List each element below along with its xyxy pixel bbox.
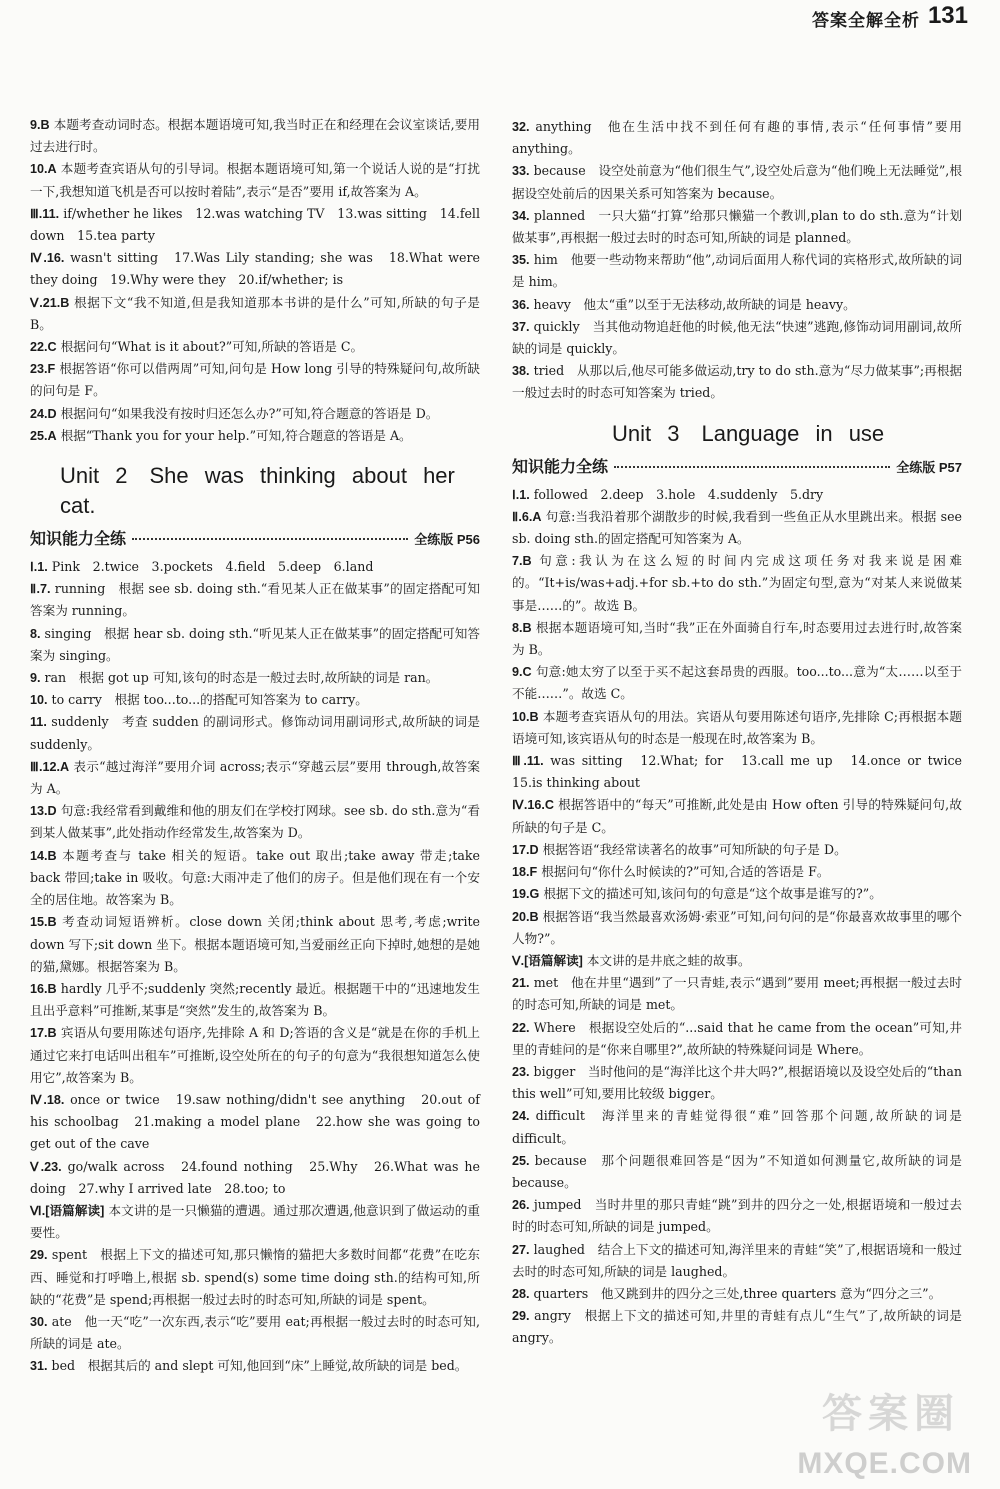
answer-item (30, 623, 480, 667)
answer-text: suddenly 考查 sudden 的副词形式。修饰动词用副词形式,故所缺的词是 suddenly。 (30, 714, 480, 752)
answer-item (30, 1355, 480, 1377)
answer-item (512, 1283, 962, 1305)
answer-text: 句意:她太穷了以至于买不起这套昂贵的西服。too...to...意为“太……以至于不能……”。故选 C。 (512, 664, 962, 702)
answer-number: 11. (30, 715, 47, 730)
unit2-section-ref: 全练版 P56 (414, 532, 480, 548)
answer-number: 38. (512, 364, 530, 379)
answer-text: 宾语从句要用陈述句语序,先排除 A 和 D;答语的含义是“就是在你的手机上通过它来打电话叫出租车”可推断,设空处所在的句子的句意为“我很想知道怎么使用它”,故答案为 B。 (30, 1025, 480, 1085)
answer-number: 33. (512, 164, 530, 179)
answer-number: 8. (30, 626, 41, 641)
answer-text: 根据答语中的“每天”可推断,此处是由 How often 引导的特殊疑问句,故所缺的句子是 C。 (512, 797, 962, 835)
answer-number: 22. (512, 1020, 530, 1035)
answer-item (30, 911, 480, 978)
answer-text: tried 从那以后,他尽可能多做运动,try to do sth.意为“尽力做某事”;再根据一般过去时的时态可知答案为 tried。 (512, 363, 962, 401)
answer-number: 13.D (30, 804, 57, 819)
answer-item (30, 403, 480, 425)
answer-item (512, 906, 962, 950)
answer-number: 16.B (30, 981, 57, 996)
unit3-answers (512, 484, 975, 1350)
answer-item (30, 667, 480, 689)
answer-number: 15.B (30, 915, 57, 930)
answer-text: 本题考查宾语从句的用法。宾语从句要用陈述句语序,先排除 C;再根据本题语境可知,该宾语从句的时态是一般现在时,故答案为 B。 (512, 708, 962, 746)
answer-item (30, 1244, 480, 1311)
answer-number: Ⅰ.1. (30, 560, 48, 575)
answer-number: 23.F (30, 362, 56, 377)
answer-number: 21. (512, 976, 530, 991)
answer-text: once or twice 19.saw nothing/didn't see anything 20.out of his schoolbag 21.making a model plane 22.how she was going to get out of the cave (30, 1091, 480, 1152)
answer-item (512, 1017, 962, 1061)
answer-item (512, 294, 962, 316)
answer-item (512, 972, 962, 1016)
answer-text: 本文讲的是井底之蛙的故事。 (586, 952, 751, 968)
answer-text: planned 一只大猫“打算”给那只懒猫一个教训,plan to do sth.意为“计划做某事”,再根据一般过去时的时态可知,所缺的词是 planned。 (512, 207, 962, 246)
answer-item (30, 1200, 480, 1244)
answer-number: 9.B (30, 118, 50, 132)
answer-number: 18.F (512, 865, 538, 880)
answer-text: 本文讲的是一只懒猫的遭遇。通过那次遭遇,他意识到了做运动的重要性。 (30, 1202, 480, 1241)
answer-number: Ⅳ.16.C (512, 798, 554, 813)
answer-item (512, 1194, 962, 1238)
answer-text: 本题考查动词时态。根据本题语境可知,我当时正在和经理在会议室谈话,要用过去进行时。 (30, 117, 480, 155)
answer-text: jumped 当时井里的那只青蛙“跳”到井的四分之一处,根据语境和一般过去时的时态可知,所缺的词是 jumped。 (512, 1197, 962, 1235)
answer-number: Ⅴ.[语篇解读] (512, 953, 583, 968)
unit3-section-ref: 全练版 P57 (896, 459, 962, 475)
answer-text: 根据问句“如果我没有按时归还怎么办?”可知,符合题意的答语是 D。 (60, 405, 439, 421)
answer-item (512, 205, 962, 249)
answer-number: 27. (512, 1242, 530, 1257)
answer-item (30, 800, 480, 844)
answer-item (30, 1311, 480, 1355)
answer-text: running 根据 see sb. doing sth.“看见某人正在做某事”的固定搭配可知答案为 running。 (30, 581, 481, 619)
answer-item (512, 1105, 962, 1149)
answer-text: because 那个问题很难回答是“因为”不知道如何测量它,故所缺的词是 because。 (512, 1152, 962, 1190)
answer-item (512, 249, 962, 293)
answer-number: 28. (512, 1286, 530, 1301)
answer-item (512, 950, 962, 972)
answer-number: Ⅳ.18. (30, 1092, 65, 1107)
header-title: 答案全解全析 (812, 11, 920, 31)
unit3-title: Unit 3 Language in use (612, 420, 885, 446)
answer-item (512, 360, 962, 404)
answer-text: angry 根据上下文的描述可知,井里的青蛙有点儿“生气”了,故所缺的词是 angry。 (512, 1308, 962, 1346)
answer-text: met 他在井里“遇到”了一只青蛙,表示“遇到”要用 meet;再根据一般过去时的时态可知,所缺的词是 met。 (512, 975, 962, 1013)
answer-text: 表示“越过海洋”要用介词 across;表示“穿越云层”要用 through,故答案为 A。 (30, 758, 480, 797)
answer-number: 17.D (512, 842, 539, 857)
answer-item (512, 1061, 962, 1105)
watermark-url: MXQE.COM (797, 1447, 972, 1480)
answer-text: quarters 他又跳到井的四分之三处,three quarters 意为“四分之三”。 (533, 1285, 942, 1301)
answer-text: because 设空处前意为“他们很生气”,设空处后意为“他们晚上无法睡觉”,根据设空处前后的因果关系可知答案为 because。 (512, 163, 962, 201)
answer-text: ate 他一天“吃”一次东西,表示“吃”要用 eat;再根据一般过去时的时态可知,所缺的词是 ate。 (30, 1313, 480, 1352)
answer-text: 根据下文“我不知道,但是我知道那本书讲的是什么”可知,所缺的句子是 B。 (30, 294, 480, 332)
answer-text: difficult 海洋里来的青蛙觉得很“难”回答那个问题,故所缺的词是 difficult。 (512, 1108, 962, 1146)
answer-number: 9.C (512, 665, 532, 680)
right-top-answers (512, 116, 962, 405)
answer-item (512, 617, 962, 661)
answer-number: 29. (30, 1248, 48, 1263)
answer-item (30, 689, 480, 711)
answer-number: 24. (512, 1109, 530, 1124)
answer-number: 7.B (512, 554, 532, 569)
answer-text: if/whether he likes 12.was watching TV 13.was sitting 14.fell down 15.tea party (30, 205, 480, 244)
answer-number: Ⅳ.16. (30, 251, 65, 266)
answer-item (30, 425, 480, 447)
answer-text: 根据答语“你可以借两周”可知,问句是 How long 引导的特殊疑问句,故所缺的问句是 F。 (30, 361, 480, 399)
unit3-section-name: 知识能力全练 (512, 456, 609, 476)
answer-item (512, 1239, 962, 1283)
answer-number: 19.G (512, 887, 540, 902)
answer-number: 31. (30, 1359, 48, 1374)
right-column (512, 116, 975, 1350)
unit2-answers (30, 556, 480, 1378)
answer-text: 本题考查宾语从句的引导词。根据本题语境可知,第一个说话人说的是“打扰一下,我想知道飞机是否可以按时着陆”,表示“是否”要用 if,故答案为 A。 (30, 161, 480, 199)
answer-item (512, 794, 962, 838)
answer-text: him 他要一些动物来帮助“他”,动词后面用人称代词的宾格形式,故所缺的词是 him。 (512, 252, 962, 290)
unit2-title: Unit 2 She was thinking about her cat. (60, 463, 455, 519)
answer-text: 句意:我经常看到戴维和他的朋友们在学校打网球。see sb. do sth.意为“看到某人做某事”,此处指动作经常发生,故答案为 D。 (30, 803, 480, 841)
answer-item (512, 661, 962, 705)
answer-number: 26. (512, 1198, 530, 1213)
answer-number: 10.B (512, 709, 539, 724)
answer-number: 36. (512, 297, 530, 312)
answer-number: Ⅲ.12.A (30, 759, 70, 774)
answer-item (30, 845, 480, 912)
answer-text: bed 根据其后的 and slept 可知,他回到“床”上睡觉,故所缺的词是 bed。 (51, 1358, 468, 1374)
answer-item (30, 756, 480, 800)
answer-text: go/walk across 24.found nothing 25.Why 26.What was he doing 27.why I arrived late 28.too; to (30, 1158, 480, 1196)
answer-text: Where 根据设空处后的“...said that he came from the ocean”可知,井里的青蛙问的是“你来自哪里?”,故所缺的特殊疑问词是 Where。 (512, 1019, 962, 1057)
answer-number: Ⅴ.23. (30, 1159, 62, 1174)
answer-item (30, 556, 480, 578)
answer-text: anything 他在生活中找不到任何有趣的事情,表示“任何事情”要用 anything。 (512, 119, 962, 157)
answer-text: heavy 他太“重”以至于无法移动,故所缺的词是 heavy。 (533, 296, 856, 312)
answer-item (30, 978, 480, 1022)
answer-number: 32. (512, 120, 530, 134)
answer-number: 35. (512, 253, 530, 268)
answer-text: ran 根据 got up 可知,该句的时态是一般过去时,故所缺的词是 ran。 (44, 670, 439, 686)
answer-item (30, 578, 480, 622)
answer-text: 根据答语“我经常读著名的故事”可知所缺的句子是 D。 (542, 841, 847, 857)
answer-item (30, 1022, 480, 1089)
page-header (0, 0, 1000, 40)
left-column (30, 114, 480, 1378)
page-number: 131 (927, 2, 968, 29)
answer-number: Ⅱ.7. (30, 582, 51, 597)
answer-item (512, 506, 962, 550)
unit3-section-bar (512, 455, 962, 480)
answer-text: spent 根据上下文的描述可知,那只懒惰的猫把大多数时间都“花费”在吃东西、睡觉和打呼噜上,根据 sb. spend(s) some time doing sth.的结构可知,所缺的“花费”是 spend;再根据一般过去时的时态可知,所缺的词是 spent。 (30, 1247, 480, 1307)
answer-number: 24.D (30, 406, 57, 421)
answer-text: laughed 结合上下文的描述可知,海洋里来的青蛙“笑”了,根据语境和一般过去时的时态可知,所缺的词是 laughed。 (512, 1241, 962, 1279)
unit2-section-bar (30, 527, 480, 552)
answer-number: 25.A (30, 428, 57, 443)
answer-item (30, 247, 480, 291)
answer-text: was sitting 12.What; for 13.call me up 14.once or twice 15.is thinking about (512, 753, 975, 791)
answer-item (512, 160, 962, 204)
section-leader-dots (132, 538, 408, 540)
answer-number: 23. (512, 1064, 530, 1079)
answer-number: 8.B (512, 620, 532, 635)
answer-text: bigger 当时他问的是“海洋比这个井大吗?”,根据语境以及设空处后的“than this well”可知,要用比较级 bigger。 (512, 1063, 962, 1102)
answer-text: followed 2.deep 3.hole 4.suddenly 5.dry (533, 486, 824, 502)
answer-number: 22.C (30, 340, 57, 355)
answer-number: Ⅲ.11. (512, 754, 544, 769)
answer-number: Ⅰ.1. (512, 487, 530, 502)
answer-text: 考查动词短语辨析。close down 关闭;think about 思考,考虑;write down 写下;sit down 坐下。根据本题语境可知,当爱丽丝正向下掉时,她想的是她的猫,黛娜。根据答案为 B。 (30, 914, 480, 974)
answer-text: 本题考查与 take 相关的短语。take out 取出;take away 带走;take back 带回;take in 吸收。句意:大雨冲走了他们的房子。但是他们现在有一个安全的居住地。故答案为 B。 (30, 847, 480, 908)
answer-number: Ⅴ.21.B (30, 295, 70, 310)
answer-text: 根据问句“What is it about?”可知,所缺的答语是 C。 (60, 339, 364, 355)
answer-number: 14.B (30, 848, 57, 863)
answer-text: 根据下文的描述可知,该问句的句意是“这个故事是谁写的?”。 (543, 886, 882, 902)
answer-item (512, 839, 962, 861)
answer-text: 根据“Thank you for your help.”可知,符合题意的答语是 A。 (60, 427, 412, 443)
answer-text: wasn't sitting 17.Was Lily standing; she was 18.What were they doing 19.Why were they 20.if/whether; is (30, 250, 480, 288)
answer-item (30, 203, 480, 247)
watermark-logo: 答案圈 (822, 1391, 960, 1437)
answer-number: 17.B (30, 1026, 57, 1041)
answer-item (512, 116, 962, 160)
answer-text: singing 根据 hear sb. doing sth.“听见某人正在做某事”的固定搭配可知答案为 singing。 (30, 625, 480, 663)
answer-item (512, 316, 962, 360)
answer-item (30, 292, 480, 336)
unit2-section-name: 知识能力全练 (30, 529, 127, 549)
answer-item (30, 114, 480, 158)
answer-number: 34. (512, 208, 530, 223)
answer-number: Ⅱ.6.A (512, 509, 542, 524)
answer-text: to carry 根据 too...to...的搭配可知答案为 to carry。 (51, 692, 368, 708)
answer-text: 根据答语“我当然最喜欢汤姆·索亚”可知,问句问的是“你最喜欢故事里的哪个人物?”。 (512, 908, 962, 946)
answer-number: 30. (30, 1314, 48, 1329)
section-leader-dots (614, 466, 890, 468)
answer-number: Ⅵ.[语篇解读] (30, 1203, 105, 1218)
answer-text: 根据本题语境可知,当时“我”正在外面骑自行车,时态要用过去进行时,故答案为 B。 (512, 619, 962, 658)
answer-number: 20.B (512, 909, 539, 924)
answer-number: 10. (30, 693, 48, 708)
answer-item (30, 1089, 480, 1156)
answer-text: 句意:当我沿着那个湖散步的时候,我看到一些鱼正从水里跳出来。根据 see sb. doing sth.的固定搭配可知答案为 A。 (512, 508, 962, 547)
answer-item (30, 711, 480, 755)
answer-number: 9. (30, 671, 41, 686)
answer-item (512, 1305, 962, 1349)
answer-text: quickly 当其他动物追赶他的时候,他无法“快速”逃跑,修饰动词用副词,故所缺的词是 quickly。 (512, 318, 962, 357)
answer-number: 37. (512, 319, 530, 334)
answer-text: 句意:我认为在这么短的时间内完成这项任务对我来说是困难的。“It+is/was+adj.+for sb.+to do sth.”为固定句型,意为“对某人来说做某事是……的”。故选 B。 (512, 553, 962, 613)
answer-item (512, 861, 962, 883)
answer-text: Pink 2.twice 3.pockets 4.field 5.deep 6.land (51, 559, 374, 575)
answer-number: 25. (512, 1153, 530, 1168)
answer-item (30, 336, 480, 358)
answer-item (512, 750, 975, 794)
answer-item (30, 358, 480, 402)
answer-number: 10.A (30, 162, 57, 177)
answer-item (512, 1150, 962, 1194)
answer-item (512, 706, 962, 750)
answer-text: 根据问句“你什么时候读的?”可知,合适的答语是 F。 (541, 864, 830, 880)
answer-number: Ⅲ.11. (30, 206, 60, 221)
answer-item (512, 550, 962, 617)
answer-item (30, 1156, 480, 1200)
left-top-answers (30, 114, 480, 447)
answer-item (512, 883, 962, 905)
answer-item (30, 158, 480, 202)
answer-number: 29. (512, 1309, 530, 1324)
answer-text: hardly 几乎不;suddenly 突然;recently 最近。根据题干中的“迅速地发生且出乎意料”可推断,某事是“突然”发生的,故答案为 B。 (30, 980, 480, 1019)
answer-item (512, 484, 962, 506)
